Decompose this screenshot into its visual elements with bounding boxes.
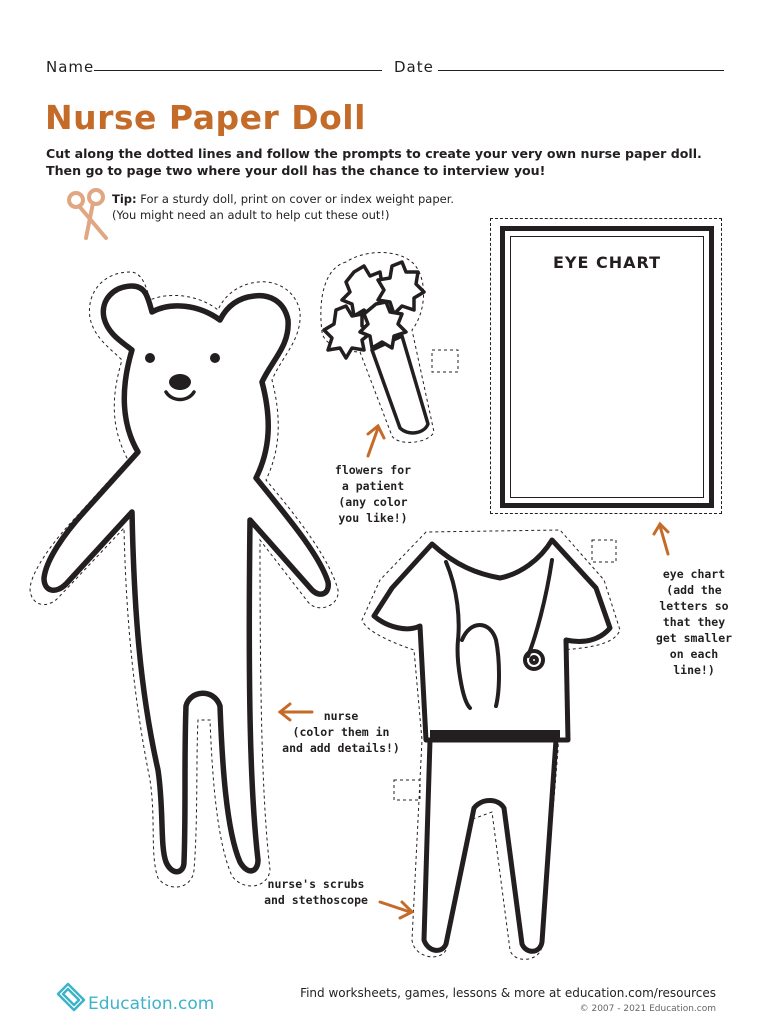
flowers-note-line: a patient xyxy=(341,479,405,493)
eye-chart-note-line: letters so xyxy=(659,599,729,613)
eye-chart-note-line: eye chart xyxy=(662,567,726,581)
flowers-note-line: you like!) xyxy=(338,511,408,525)
footer-copyright: © 2007 - 2021 Education.com xyxy=(579,1004,716,1014)
tip-line-1: For a sturdy doll, print on cover or index weight paper. xyxy=(140,192,455,206)
page-title: Nurse Paper Doll xyxy=(45,98,366,137)
eye-chart-note-line: on each xyxy=(669,647,719,661)
nurse-note-line: (color them in xyxy=(292,725,390,739)
scrubs-note-line: and stethoscope xyxy=(264,893,368,907)
footer-tagline[interactable]: Find worksheets, games, lessons & more at education.com/resources xyxy=(300,986,716,1000)
tip-label: Tip: xyxy=(112,192,137,206)
education-logo-text: Education.com xyxy=(88,994,215,1014)
name-label: Name xyxy=(46,58,95,76)
eye-chart-note-line: that they xyxy=(662,615,726,629)
date-label: Date xyxy=(394,58,434,76)
eye-chart-note-line: line!) xyxy=(673,663,715,677)
eye-chart-note-line: (add the xyxy=(666,583,722,597)
nurse-note-line: and add details!) xyxy=(282,741,400,755)
eye-chart-title: EYE CHART xyxy=(552,253,662,272)
nurse-note xyxy=(276,708,406,756)
flowers-note-line: (any color xyxy=(338,495,408,509)
scrubs-note-line: nurse's scrubs xyxy=(267,877,365,891)
education-logo-icon xyxy=(54,980,88,1010)
nurse-note-line: nurse xyxy=(323,709,359,723)
tip-line-2: (You might need an adult to help cut these out!) xyxy=(112,208,390,222)
eye-chart-note-line: get smaller xyxy=(655,631,733,645)
instructions-line-1: Cut along the dotted lines and follow the prompts to create your very own nurse paper doll. xyxy=(46,146,702,161)
instructions-line-2: Then go to page two where your doll has the chance to interview you! xyxy=(46,163,546,178)
flowers-note-line: flowers for xyxy=(334,463,412,477)
scrubs-note xyxy=(252,876,380,908)
